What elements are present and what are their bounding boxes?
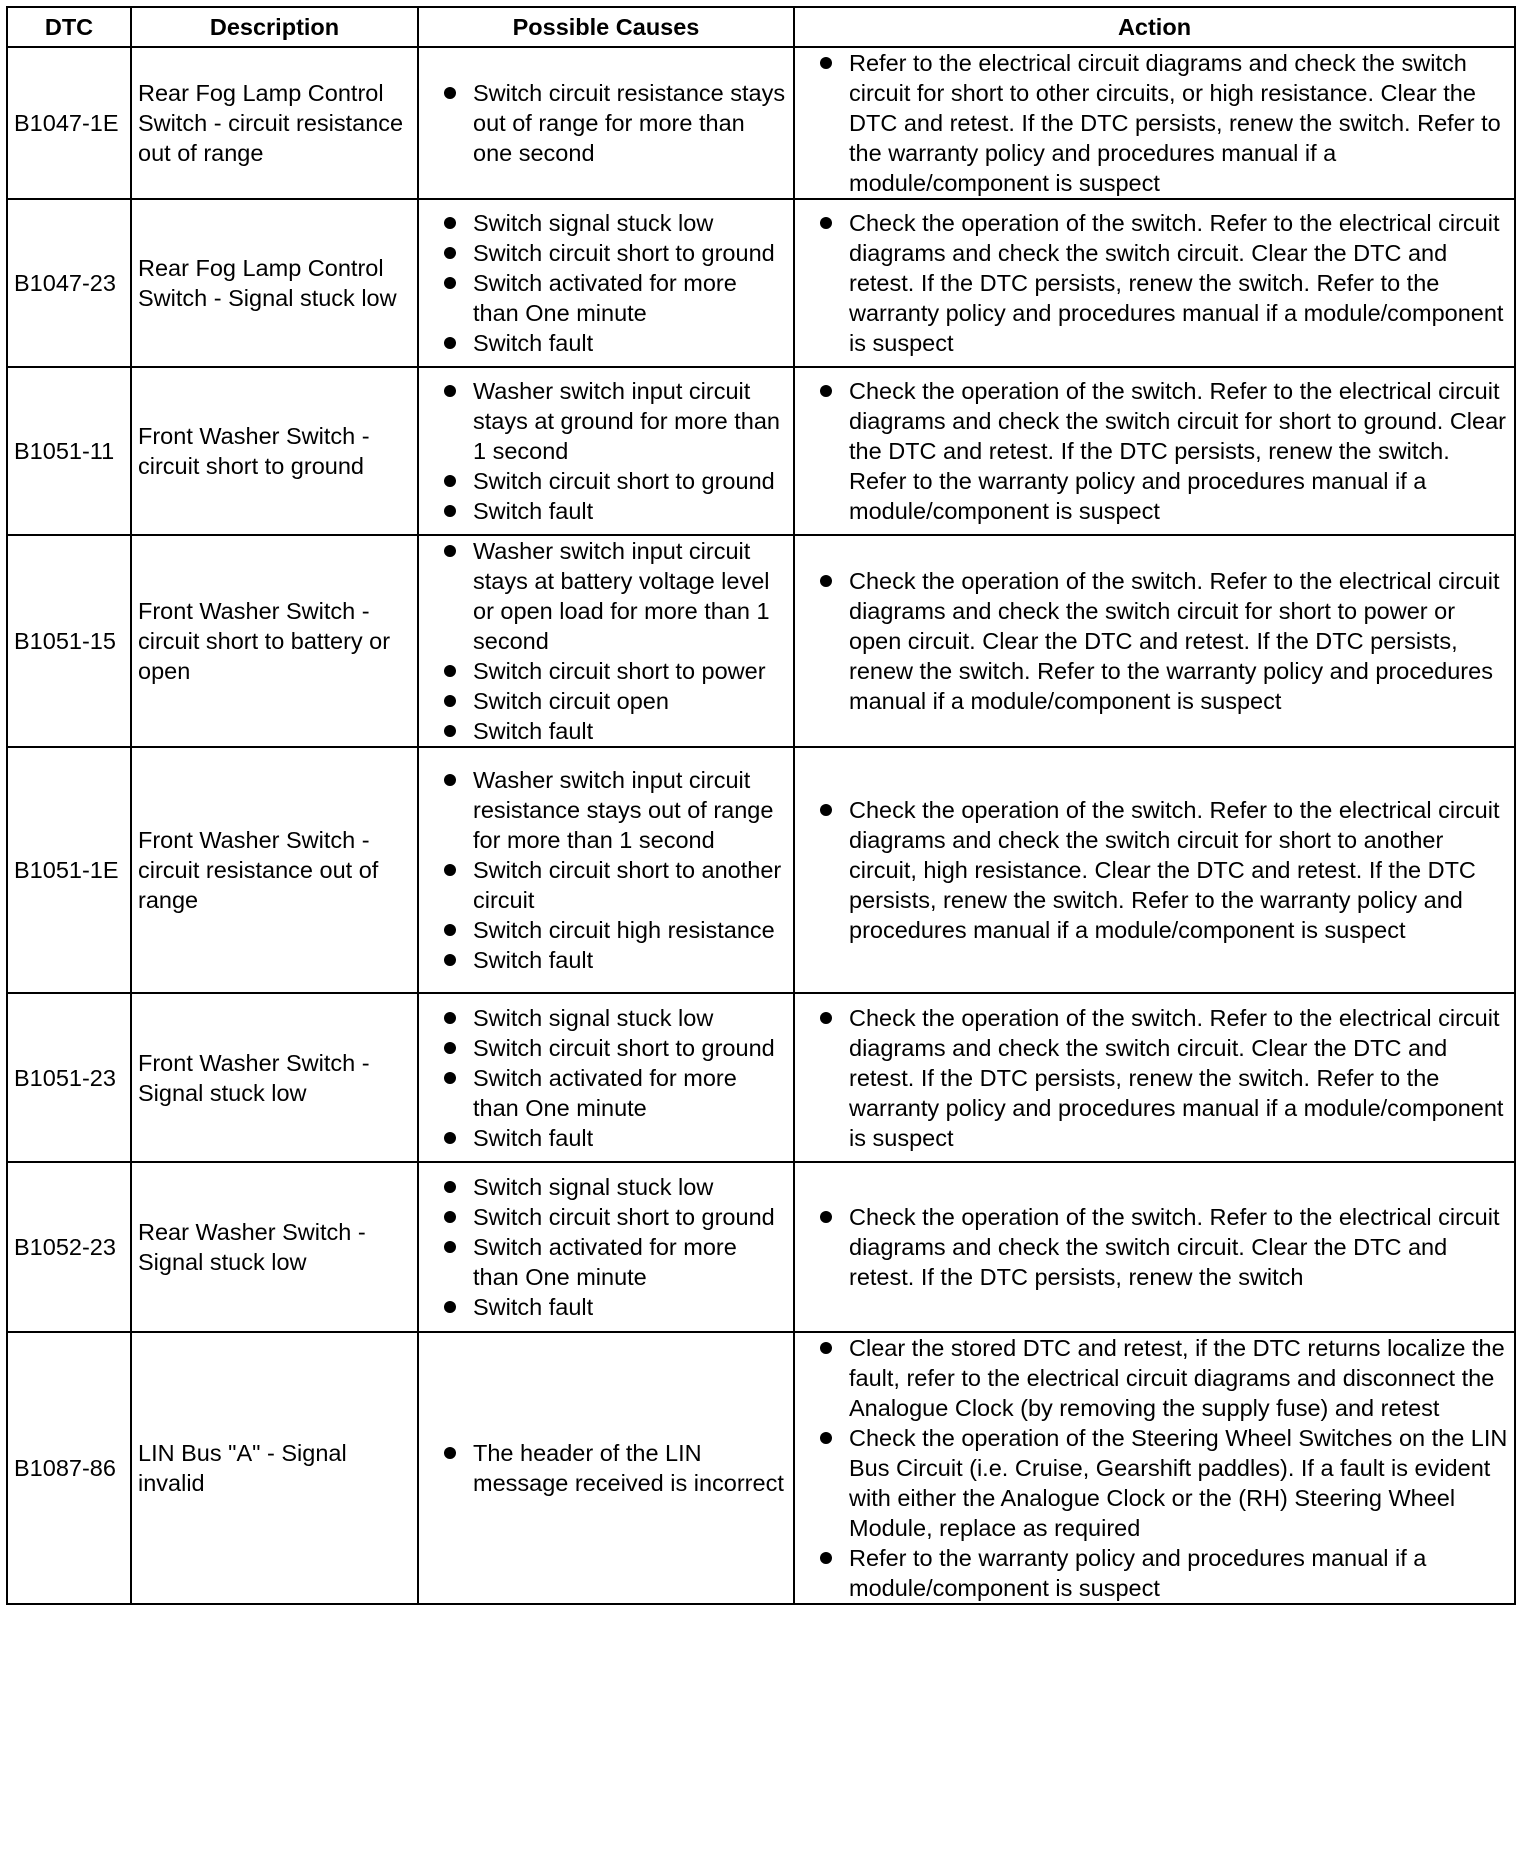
actions-list bbox=[801, 376, 1508, 526]
causes-list bbox=[425, 1438, 787, 1498]
dtc-code-cell: B1051-1E bbox=[7, 747, 131, 993]
possible-causes-cell bbox=[418, 367, 794, 535]
cause-item: Switch fault bbox=[425, 328, 787, 358]
action-item: Check the operation of the Steering Wheel Switches on the LIN Bus Circuit (i.e. Cruise, Gearshift paddles). If a fault is evident with either the Analogue Clock or the (RH) Steering Wheel Module, replace as required bbox=[801, 1423, 1508, 1543]
action-item: Refer to the warranty policy and procedures manual if a module/component is suspect bbox=[801, 1543, 1508, 1603]
actions-list bbox=[801, 48, 1508, 198]
cause-item: Switch circuit short to another circuit bbox=[425, 855, 787, 915]
cause-item: Switch fault bbox=[425, 716, 787, 746]
description-cell: Front Washer Switch - Signal stuck low bbox=[131, 993, 418, 1162]
dtc-table-container bbox=[6, 6, 1516, 1605]
cause-item: Switch activated for more than One minute bbox=[425, 1232, 787, 1292]
action-cell bbox=[794, 1162, 1515, 1332]
dtc-table bbox=[6, 6, 1516, 1605]
action-item: Check the operation of the switch. Refer to the electrical circuit diagrams and check the switch circuit for short to power or open circuit. Clear the DTC and retest. If the DTC persists, renew the switch. Refer to the warranty policy and procedures manual if a module/component is suspect bbox=[801, 566, 1508, 716]
header-row bbox=[7, 7, 1515, 47]
description-cell: Front Washer Switch - circuit short to ground bbox=[131, 367, 418, 535]
action-item: Check the operation of the switch. Refer to the electrical circuit diagrams and check the switch circuit. Clear the DTC and retest. If the DTC persists, renew the switch bbox=[801, 1202, 1508, 1292]
action-item: Check the operation of the switch. Refer to the electrical circuit diagrams and check the switch circuit for short to another circuit, high resistance. Clear the DTC and retest. If the DTC persists, renew the switch. Refer to the warranty policy and procedures manual if a module/component is suspect bbox=[801, 795, 1508, 945]
action-item: Clear the stored DTC and retest, if the DTC returns localize the fault, refer to the electrical circuit diagrams and disconnect the Analogue Clock (by removing the supply fuse) and retest bbox=[801, 1333, 1508, 1423]
cause-item: Washer switch input circuit stays at battery voltage level or open load for more than 1 second bbox=[425, 536, 787, 656]
dtc-code-cell: B1051-23 bbox=[7, 993, 131, 1162]
action-item: Check the operation of the switch. Refer to the electrical circuit diagrams and check the switch circuit for short to ground. Clear the DTC and retest. If the DTC persists, renew the switch. Refer to the warranty policy and procedures manual if a module/component is suspect bbox=[801, 376, 1508, 526]
cause-item: Switch circuit short to ground bbox=[425, 1202, 787, 1232]
header-description: Description bbox=[131, 7, 418, 47]
action-cell bbox=[794, 747, 1515, 993]
cause-item: Switch circuit resistance stays out of range for more than one second bbox=[425, 78, 787, 168]
possible-causes-cell bbox=[418, 747, 794, 993]
dtc-code-cell: B1087-86 bbox=[7, 1332, 131, 1604]
causes-list bbox=[425, 1172, 787, 1322]
description-cell: LIN Bus "A" - Signal invalid bbox=[131, 1332, 418, 1604]
cause-item: Switch circuit short to ground bbox=[425, 466, 787, 496]
dtc-code-cell: B1051-11 bbox=[7, 367, 131, 535]
action-cell bbox=[794, 199, 1515, 367]
cause-item: Switch circuit short to ground bbox=[425, 238, 787, 268]
causes-list bbox=[425, 376, 787, 526]
description-cell: Front Washer Switch - circuit short to battery or open bbox=[131, 535, 418, 747]
possible-causes-cell bbox=[418, 535, 794, 747]
cause-item: Washer switch input circuit resistance stays out of range for more than 1 second bbox=[425, 765, 787, 855]
actions-list bbox=[801, 1003, 1508, 1153]
table-header bbox=[7, 7, 1515, 47]
table-row bbox=[7, 367, 1515, 535]
causes-list bbox=[425, 765, 787, 975]
dtc-code-cell: B1051-15 bbox=[7, 535, 131, 747]
action-cell bbox=[794, 535, 1515, 747]
header-possible-causes: Possible Causes bbox=[418, 7, 794, 47]
description-cell: Rear Fog Lamp Control Switch - Signal stuck low bbox=[131, 199, 418, 367]
possible-causes-cell bbox=[418, 47, 794, 199]
table-body bbox=[7, 47, 1515, 1604]
cause-item: Switch activated for more than One minute bbox=[425, 268, 787, 328]
action-item: Refer to the electrical circuit diagrams and check the switch circuit for short to other circuits, or high resistance. Clear the DTC and retest. If the DTC persists, renew the switch. Refer to the warranty policy and procedures manual if a module/component is suspect bbox=[801, 48, 1508, 198]
cause-item: Switch circuit high resistance bbox=[425, 915, 787, 945]
cause-item: Switch fault bbox=[425, 1292, 787, 1322]
action-cell bbox=[794, 1332, 1515, 1604]
causes-list bbox=[425, 208, 787, 358]
cause-item: Switch signal stuck low bbox=[425, 208, 787, 238]
action-cell bbox=[794, 993, 1515, 1162]
description-cell: Rear Washer Switch - Signal stuck low bbox=[131, 1162, 418, 1332]
cause-item: Switch activated for more than One minute bbox=[425, 1063, 787, 1123]
actions-list bbox=[801, 795, 1508, 945]
cause-item: Washer switch input circuit stays at ground for more than 1 second bbox=[425, 376, 787, 466]
action-cell bbox=[794, 47, 1515, 199]
possible-causes-cell bbox=[418, 1162, 794, 1332]
header-dtc: DTC bbox=[7, 7, 131, 47]
cause-item: Switch signal stuck low bbox=[425, 1172, 787, 1202]
actions-list bbox=[801, 566, 1508, 716]
cause-item: Switch circuit open bbox=[425, 686, 787, 716]
dtc-code-cell: B1047-1E bbox=[7, 47, 131, 199]
cause-item: Switch fault bbox=[425, 1123, 787, 1153]
possible-causes-cell bbox=[418, 199, 794, 367]
causes-list bbox=[425, 78, 787, 168]
possible-causes-cell bbox=[418, 993, 794, 1162]
cause-item: Switch circuit short to ground bbox=[425, 1033, 787, 1063]
dtc-code-cell: B1052-23 bbox=[7, 1162, 131, 1332]
action-item: Check the operation of the switch. Refer to the electrical circuit diagrams and check the switch circuit. Clear the DTC and retest. If the DTC persists, renew the switch. Refer to the warranty policy and procedures manual if a module/component is suspect bbox=[801, 1003, 1508, 1153]
action-cell bbox=[794, 367, 1515, 535]
table-row bbox=[7, 993, 1515, 1162]
cause-item: Switch fault bbox=[425, 496, 787, 526]
actions-list bbox=[801, 1202, 1508, 1292]
causes-list bbox=[425, 1003, 787, 1153]
table-row bbox=[7, 747, 1515, 993]
dtc-code-cell: B1047-23 bbox=[7, 199, 131, 367]
table-row bbox=[7, 1162, 1515, 1332]
description-cell: Front Washer Switch - circuit resistance out of range bbox=[131, 747, 418, 993]
cause-item: Switch fault bbox=[425, 945, 787, 975]
table-row bbox=[7, 1332, 1515, 1604]
header-action: Action bbox=[794, 7, 1515, 47]
actions-list bbox=[801, 208, 1508, 358]
table-row bbox=[7, 535, 1515, 747]
cause-item: Switch signal stuck low bbox=[425, 1003, 787, 1033]
causes-list bbox=[425, 536, 787, 746]
actions-list bbox=[801, 1333, 1508, 1603]
action-item: Check the operation of the switch. Refer to the electrical circuit diagrams and check the switch circuit. Clear the DTC and retest. If the DTC persists, renew the switch. Refer to the warranty policy and procedures manual if a module/component is suspect bbox=[801, 208, 1508, 358]
table-row bbox=[7, 47, 1515, 199]
possible-causes-cell bbox=[418, 1332, 794, 1604]
cause-item: The header of the LIN message received is incorrect bbox=[425, 1438, 787, 1498]
description-cell: Rear Fog Lamp Control Switch - circuit resistance out of range bbox=[131, 47, 418, 199]
cause-item: Switch circuit short to power bbox=[425, 656, 787, 686]
table-row bbox=[7, 199, 1515, 367]
